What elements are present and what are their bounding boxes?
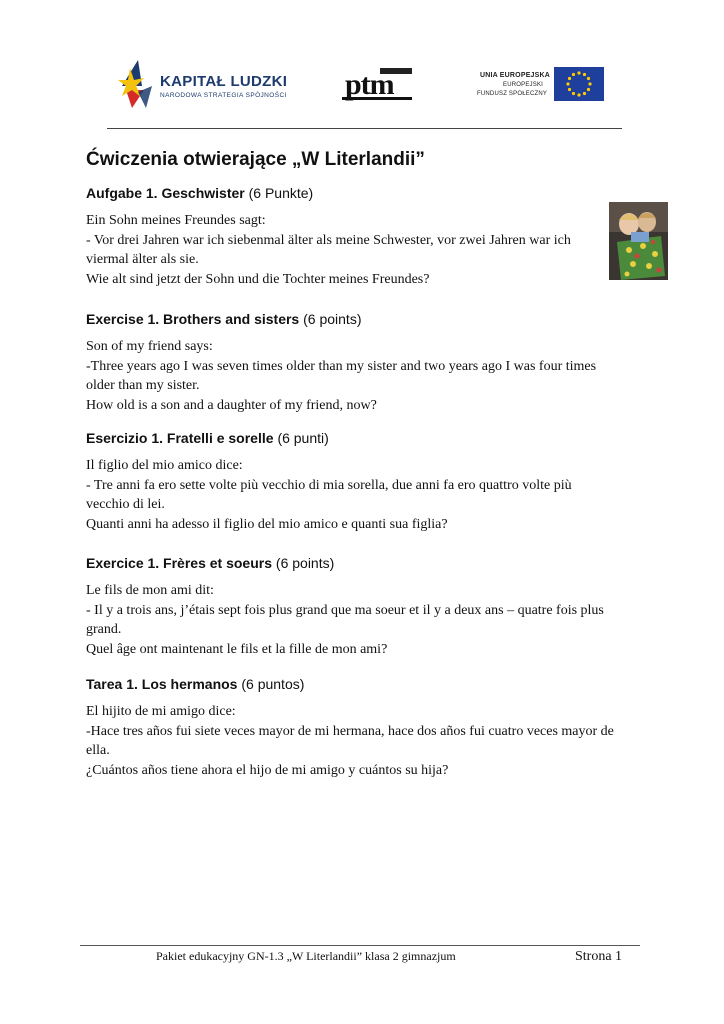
section-heading-english (86, 310, 361, 328)
body-line: grand. (86, 622, 122, 637)
section-points: (6 punti) (277, 430, 329, 446)
section-heading-text: Esercizio 1. Fratelli e sorelle (86, 430, 274, 446)
section-heading-text: Aufgabe 1. Geschwister (86, 185, 245, 201)
body-line: How old is a son and a daughter of my friend, now? (86, 397, 377, 413)
footer-divider (80, 945, 640, 946)
body-line: Il figlio del mio amico dice: (86, 458, 243, 473)
body-line: Quanti anni ha adesso il figlio del mio amico e quanti sua figlia? (86, 516, 448, 532)
kapital-ludzki-subtitle: NARODOWA STRATEGIA SPÓJNOŚCI (160, 92, 287, 99)
body-line: -Hace tres años fui siete veces mayor de mi hermana, hace dos años fui cuatro veces mayor de (86, 723, 614, 739)
ptm-logo-text: ptm (345, 68, 394, 101)
section-heading-text: Exercise 1. Brothers and sisters (86, 311, 300, 327)
section-points: (6 puntos) (241, 676, 305, 692)
eu-label-line2: EUROPEJSKI (503, 82, 544, 88)
body-line: - Tre anni fa ero sette volte più vecchio di mia sorella, due anni fa ero quattro volte più (86, 477, 572, 493)
body-line: Le fils de mon ami dit: (86, 583, 214, 598)
eu-label-line3: FUNDUSZ SPOŁECZNY (477, 91, 548, 97)
body-line: ¿Cuántos años tiene ahora el hijo de mi amigo y cuántos su hija? (86, 762, 449, 778)
body-line: Son of my friend says: (86, 339, 213, 354)
section-heading-text: Tarea 1. Los hermanos (86, 676, 238, 692)
body-line: - Vor drei Jahren war ich siebenmal älter als meine Schwester, vor zwei Jahren war ich (86, 232, 571, 248)
section-body-italian (86, 456, 646, 534)
body-line: older than my sister. (86, 378, 200, 393)
document-title: Ćwiczenia otwierające „W Literlandii” (86, 149, 425, 170)
page-number: Strona 1 (575, 949, 623, 964)
section-points: (6 points) (303, 311, 362, 327)
eu-flag-icon (554, 67, 604, 101)
section-heading-text: Exercice 1. Frères et soeurs (86, 555, 273, 571)
body-line: Ein Sohn meines Freundes sagt: (86, 213, 266, 228)
body-line: -Three years ago I was seven times older than my sister and two years ago I was four times (86, 358, 597, 374)
section-body-spanish (86, 702, 646, 780)
body-line: vecchio di lei. (86, 497, 165, 512)
body-line: viermal älter als sie. (86, 252, 199, 267)
body-line: Quel âge ont maintenant le fils et la fille de mon ami? (86, 641, 388, 657)
body-line: El hijito de mi amigo dice: (86, 704, 236, 719)
section-heading-italian (86, 429, 329, 447)
section-heading-german (86, 184, 313, 202)
section-heading-spanish (86, 675, 304, 693)
section-body-french (86, 581, 646, 659)
kapital-ludzki-title: KAPITAŁ LUDZKI (160, 73, 288, 90)
section-body-german (86, 211, 646, 289)
section-points: (6 Punkte) (248, 185, 314, 201)
footer-text: Pakiet edukacyjny GN-1.3 „W Literlandii” klasa 2 gimnazjum (156, 949, 456, 963)
body-line: - Il y a trois ans, j’étais sept fois plus grand que ma soeur et il y a deux ans – quatre fois plus (86, 602, 604, 618)
section-body-english (86, 337, 646, 415)
children-photo (609, 202, 668, 280)
body-line: Wie alt sind jetzt der Sohn und die Tochter meines Freundes? (86, 271, 430, 287)
section-heading-french (86, 554, 334, 572)
header-divider (107, 128, 622, 129)
eu-label-line1: UNIA EUROPEJSKA (480, 72, 551, 79)
section-points: (6 points) (275, 555, 335, 571)
body-line: ella. (86, 743, 110, 758)
